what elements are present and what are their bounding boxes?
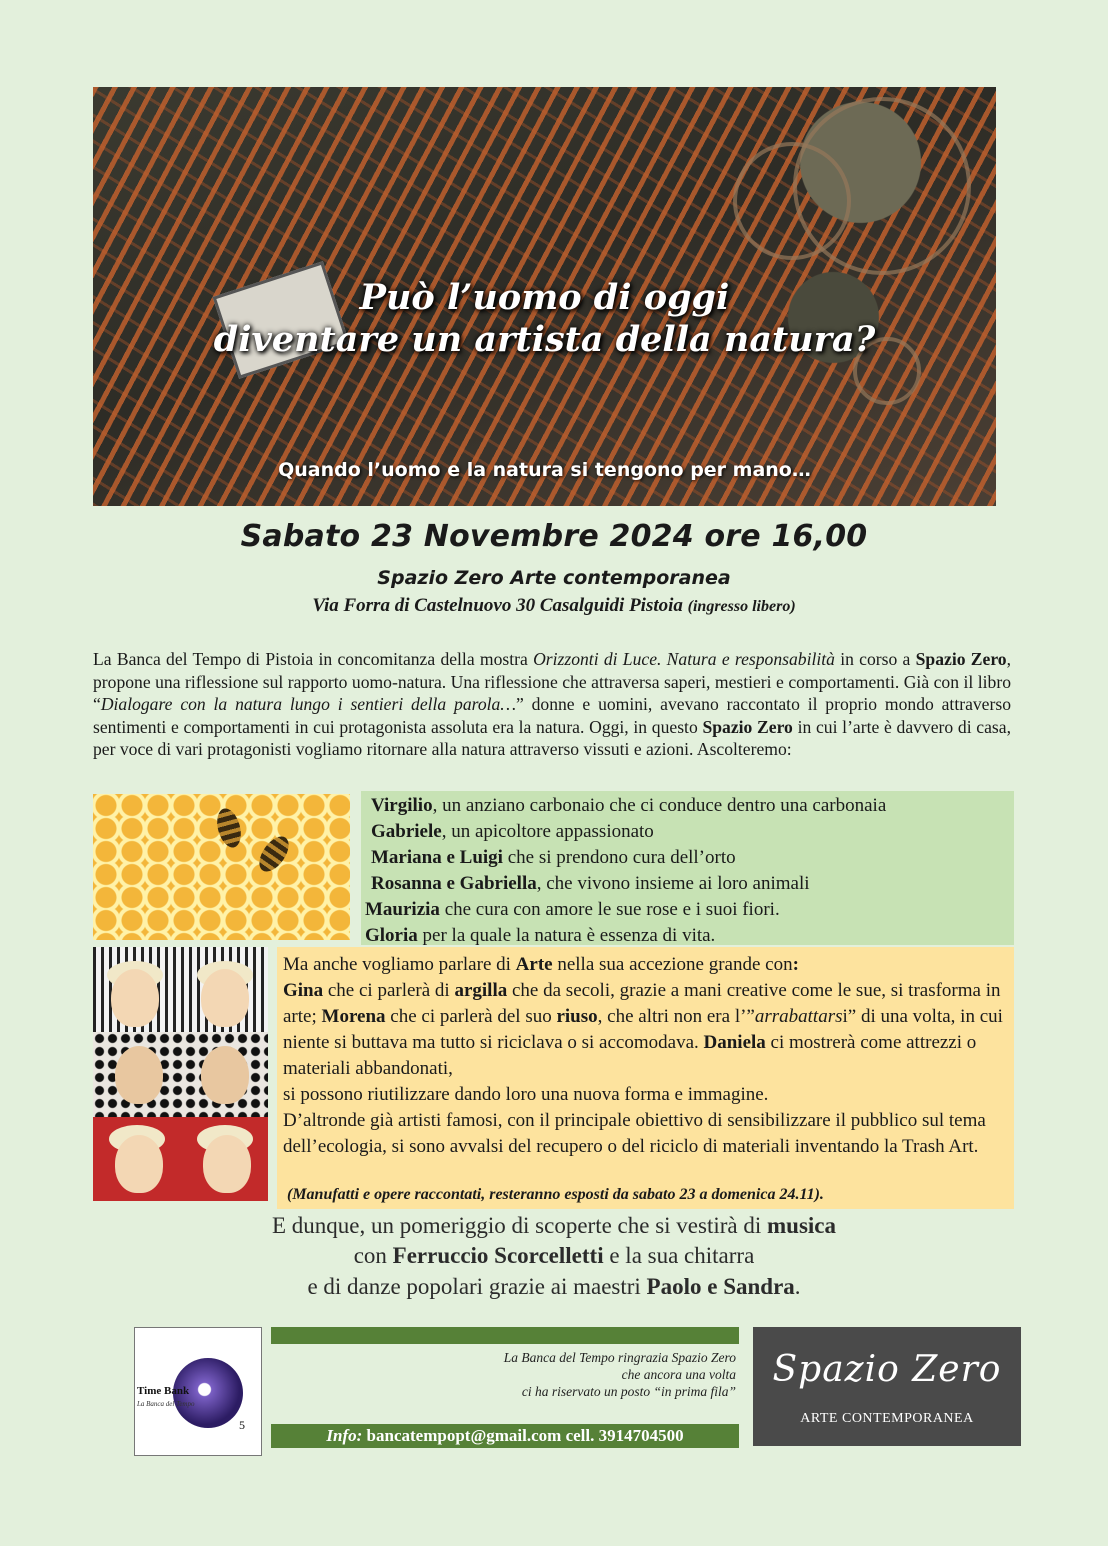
intro-text: ” donne e uomini, avevano raccontato il proprio mondo attraverso sentimenti e comportamenti in cui protagonista assoluta era la natura. Oggi, in questo (93, 694, 1011, 737)
hero-image (93, 87, 996, 506)
art-text: i” di una volta, in cui niente si buttava ma tutto si riciclava o si accomodava. (283, 1006, 1003, 1053)
art-text: che da secoli, grazie a mani creative come le sue, si trasforma in arte; (283, 980, 1001, 1027)
art-bold: : (792, 954, 799, 975)
art-text: nella sua accezione grande con (552, 954, 793, 975)
closing-line (0, 1211, 1108, 1241)
address-text: Via Forra di Castelnuovo 30 Casalguidi Pistoia (312, 595, 683, 616)
artist-name: Gina (283, 980, 324, 1001)
intro-paragraph (93, 648, 1011, 761)
polka-dot-panel (93, 1032, 268, 1117)
speaker-desc: che cura con amore le sue rose e i suoi fiori. (439, 899, 780, 920)
pop-art-image (93, 947, 268, 1201)
logo-subtext: La Banca del Tempo (137, 1400, 195, 1408)
bee-shape (213, 806, 245, 850)
hero-subtitle: Quando l’uomo e la natura si tengono per mano… (278, 459, 811, 481)
intro-text: , propone una riflessione sul rapporto uomo-natura. Una riflessione che attraversa saperi, mestieri e comportamenti. Già con il libro “ (93, 649, 1012, 714)
thanks-line: che ancora una volta (621, 1367, 736, 1382)
art-line (283, 978, 1007, 1082)
art-bold: riuso (556, 1006, 598, 1027)
footer-bar (271, 1327, 739, 1344)
closing-text: e la sua chitarra (603, 1243, 755, 1268)
speaker-item (365, 897, 780, 923)
entry-note: (ingresso libero) (687, 598, 796, 615)
spazio-zero-logo (753, 1327, 1021, 1446)
event-date: Sabato 23 Novembre 2024 ore 16,00 (240, 519, 868, 554)
logo-text: Time Bank (137, 1385, 190, 1397)
intro-text: in cui l’arte è davvero di casa, per voce di vari protagonisti vogliamo ritornare alla natura attraverso vissuti e azioni. Ascolteremo: (93, 716, 1011, 759)
art-text: ci mostrerà come attrezzi o materiali abbandonati, (283, 1032, 977, 1079)
exhibit-note: (Manufatti e opere raccontati, resteranno esposti da sabato 23 a domenica 24.11). (287, 1186, 824, 1203)
speaker-desc: che si prendono cura dell’orto (502, 847, 736, 868)
closing-text: e di danze popolari grazie ai maestri (307, 1274, 647, 1299)
face-shape (201, 969, 249, 1027)
hero-title (93, 277, 996, 361)
art-paragraph (283, 952, 1007, 1160)
honeycomb-image (93, 794, 350, 940)
closing-line (0, 1241, 1108, 1271)
art-italic: arrabattars (754, 1006, 843, 1027)
hero-title-line2: diventare un artista della natura? (213, 319, 876, 360)
art-text: Ma anche vogliamo parlare di (283, 954, 516, 975)
venue-name: Spazio Zero (702, 716, 793, 737)
speaker-item (371, 793, 886, 819)
art-text: che ci parlerà del suo (385, 1006, 557, 1027)
speaker-desc: , un apicoltore appassionato (441, 821, 654, 842)
art-text: che ci parlerà di (323, 980, 455, 1001)
thanks-line: La Banca del Tempo ringrazia Spazio Zero (503, 1350, 736, 1365)
closing-text: con (353, 1243, 393, 1268)
speaker-item (371, 845, 736, 871)
info-contact[interactable]: bancatempopt@gmail.com cell. 3914704500 (362, 1426, 684, 1445)
artist-name: Daniela (703, 1032, 766, 1053)
time-bank-logo (134, 1327, 262, 1456)
art-bold: argilla (454, 980, 508, 1001)
art-bold: Arte (515, 954, 553, 975)
face-shape (111, 969, 159, 1027)
logo-number: 5 (239, 1418, 245, 1432)
speaker-name: Maurizia (365, 899, 440, 920)
logo-tagline: ARTE CONTEMPORANEA (800, 1411, 974, 1426)
art-line (283, 952, 1007, 978)
exhibit-title: Orizzonti di Luce. Natura e responsabilità (533, 649, 835, 669)
book-title: Dialogare con la natura lungo i sentieri della parola… (100, 694, 516, 714)
thanks-line: ci ha riservato un posto “in prima fila” (521, 1384, 736, 1399)
thanks-note (271, 1349, 736, 1400)
info-label: Info: (326, 1426, 363, 1445)
red-panel (93, 1117, 268, 1201)
closing-line (0, 1272, 1108, 1302)
musician-name: Ferruccio Scorcelletti (392, 1243, 604, 1268)
intro-text: in corso a (834, 649, 916, 669)
venue-name: Spazio Zero (915, 649, 1007, 669)
speaker-desc: , un anziano carbonaio che ci conduce dentro una carbonaia (432, 795, 887, 816)
hero-title-line1: Può l’uomo di oggi (359, 277, 730, 318)
speaker-desc: per la quale la natura è essenza di vita. (417, 925, 716, 946)
logo-wordmark: Spazio Zero (772, 1349, 1002, 1390)
speaker-name: Mariana e Luigi (371, 847, 503, 868)
speaker-item (371, 819, 654, 845)
artist-name: Morena (321, 1006, 386, 1027)
face-shape (115, 1046, 163, 1104)
closing-text: E dunque, un pomeriggio di scoperte che si vestirà di (271, 1213, 768, 1238)
speaker-name: Virgilio (371, 795, 433, 816)
bee-shape (254, 831, 295, 876)
face-shape (203, 1135, 251, 1193)
wheel-shape (733, 142, 851, 260)
event-venue: Spazio Zero Arte contemporanea (377, 567, 731, 589)
speaker-name: Gabriele (371, 821, 442, 842)
closing-bold: musica (767, 1213, 837, 1238)
info-bar (271, 1424, 739, 1448)
dancers-name: Paolo e Sandra (646, 1274, 795, 1299)
event-address (0, 595, 1108, 617)
art-text: , che altri non era l’” (597, 1006, 755, 1027)
face-shape (115, 1135, 163, 1193)
intro-text: La Banca del Tempo di Pistoia in concomitanza della mostra (93, 649, 534, 669)
face-shape (201, 1046, 249, 1104)
speaker-name: Rosanna e Gabriella (371, 873, 537, 894)
speaker-item (371, 871, 810, 897)
speaker-name: Gloria (365, 925, 418, 946)
art-line: D’altronde già artisti famosi, con il principale obiettivo di sensibilizzare il pubblico sul tema dell’ecologia, si sono avvalsi del recupero o del riciclo di materiali inventando la Trash Art. (283, 1110, 986, 1157)
closing-text: . (794, 1274, 801, 1299)
art-line: si possono riutilizzare dando loro una nuova forma e immagine. (283, 1084, 769, 1105)
speaker-desc: , che vivono insieme ai loro animali (536, 873, 810, 894)
speaker-item (365, 923, 715, 949)
